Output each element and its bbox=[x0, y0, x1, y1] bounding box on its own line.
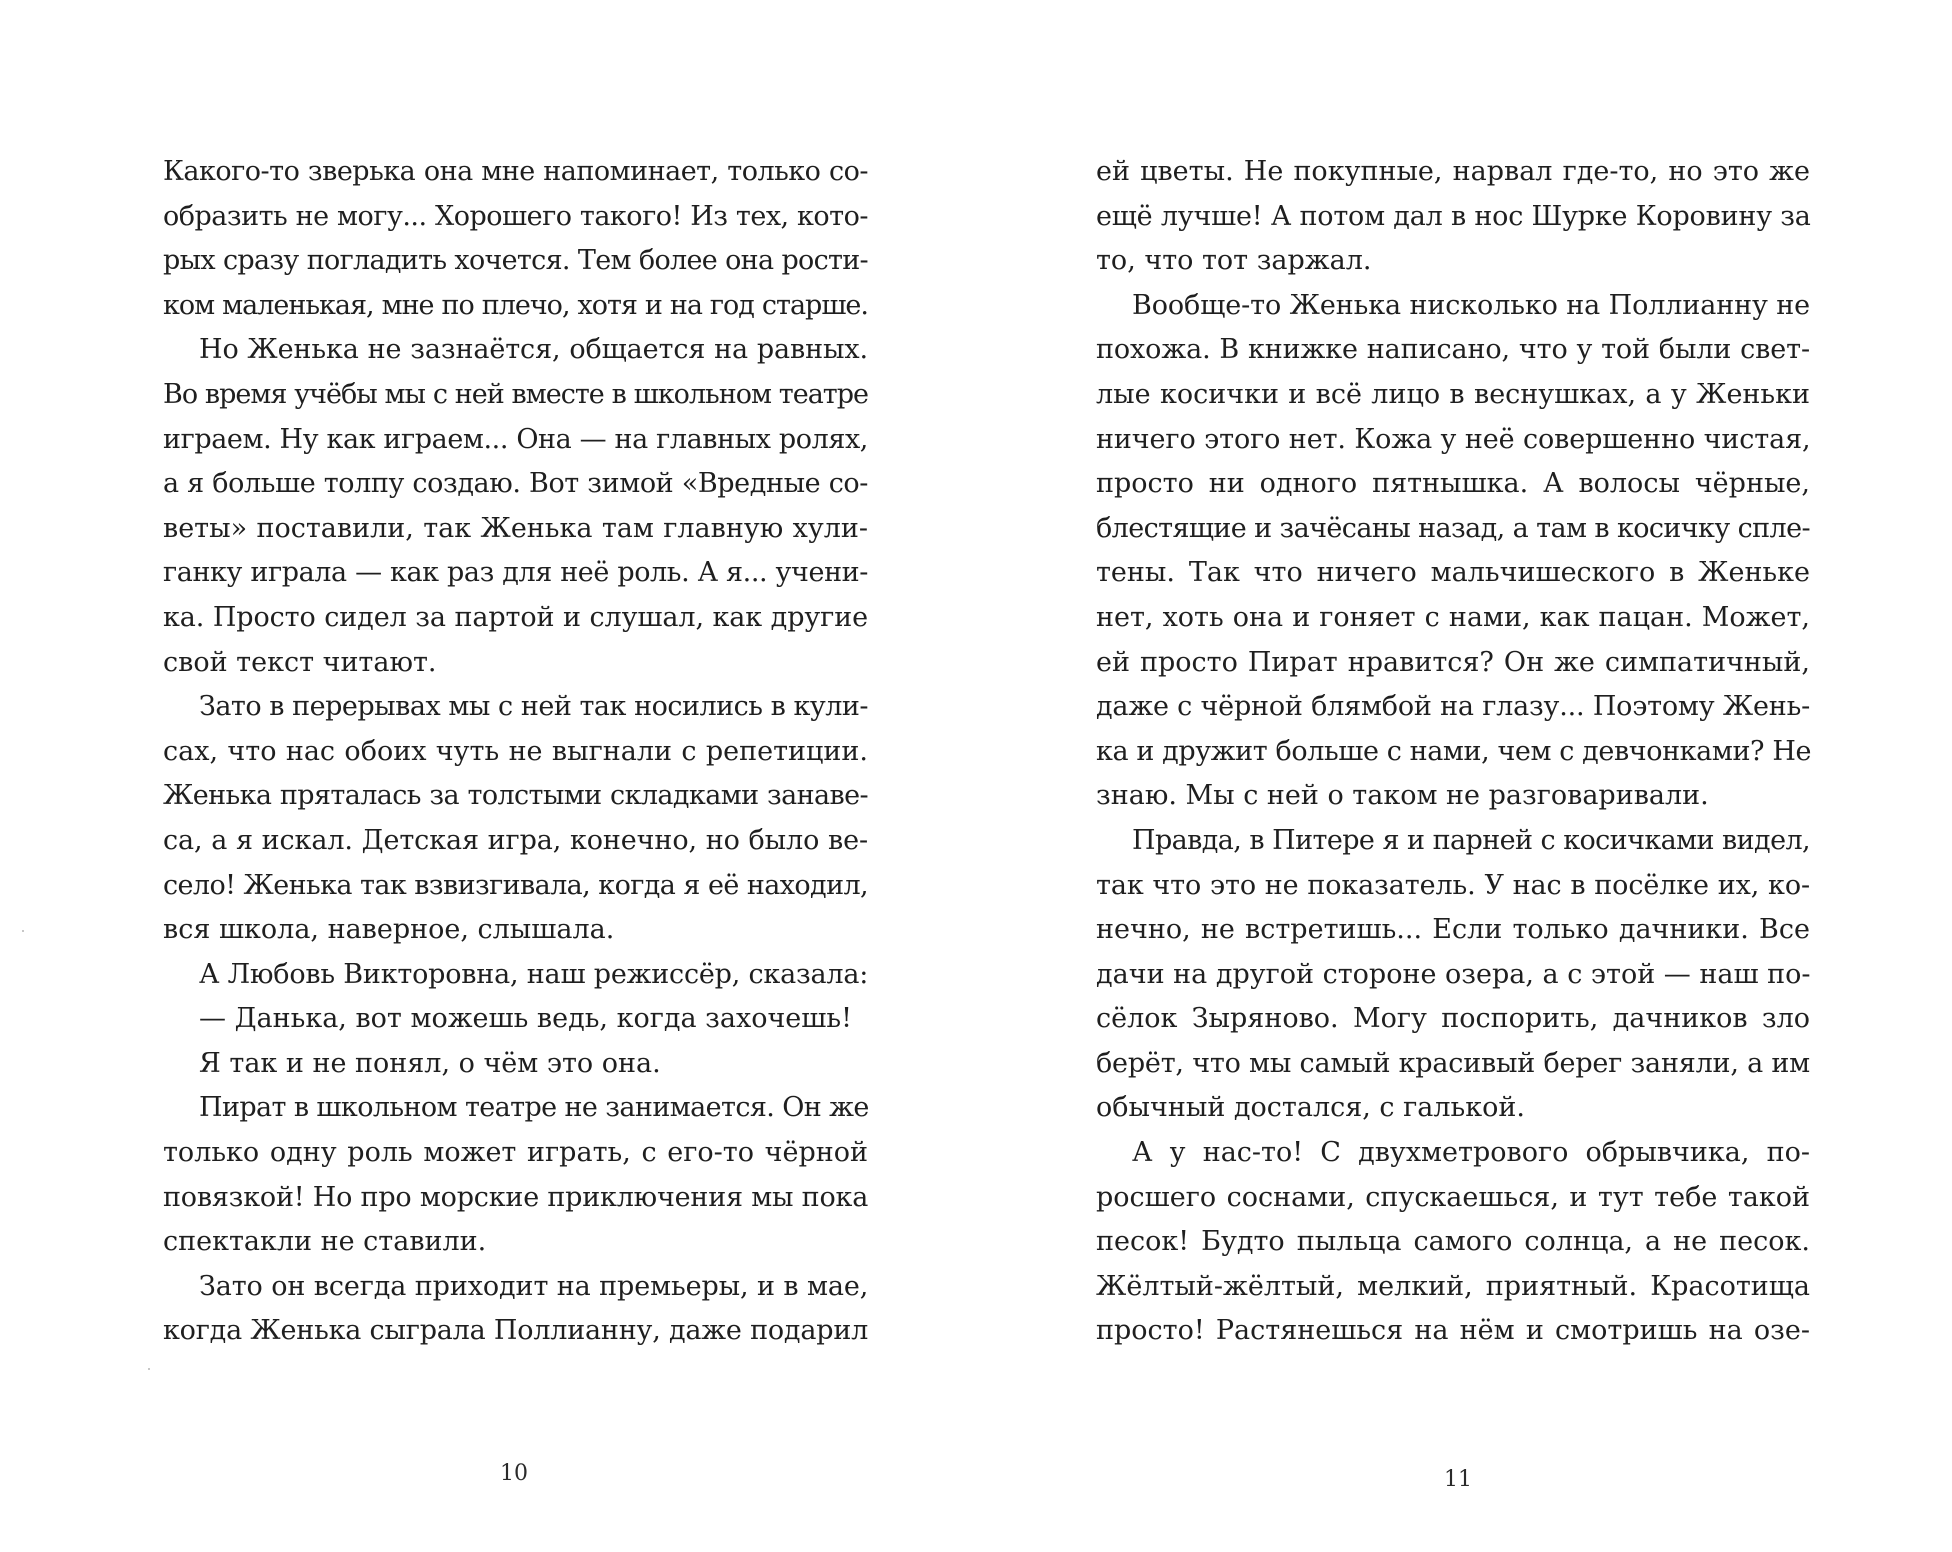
text-line: са, а я искал. Детская игра, конечно, но было ве- bbox=[163, 824, 868, 856]
paper-speck bbox=[22, 930, 24, 932]
text-line: лые косички и всё лицо в веснушках, а у Женьки bbox=[1096, 378, 1810, 410]
text-line: так что это не показатель. У нас в посёлке их, ко- bbox=[1096, 869, 1810, 901]
text-line: дачи на другой стороне озера, а с этой — наш по- bbox=[1096, 958, 1811, 990]
text-line: Я так и не понял, о чём это она. bbox=[199, 1047, 661, 1079]
right-page-text bbox=[1096, 150, 1810, 1354]
right-page bbox=[976, 0, 1952, 1552]
text-line: Какого-то зверька она мне напоминает, только со- bbox=[163, 156, 868, 187]
text-line: веты» поставили, так Женька там главную хули- bbox=[163, 512, 868, 544]
text-line: даже с чёрной блямбой на глазу... Поэтому Жень- bbox=[1096, 691, 1810, 723]
text-line: сах, что нас обоих чуть не выгнали с репетиции. bbox=[163, 735, 868, 767]
text-line: спектакли не ставили. bbox=[163, 1226, 487, 1258]
text-line: ганку играла — как раз для неё роль. А я... учени- bbox=[163, 557, 868, 589]
text-line: просто ни одного пятнышка. А волосы чёрные, bbox=[1096, 468, 1810, 500]
text-line: Во время учёбы мы с ней вместе в школьном театре bbox=[163, 378, 868, 410]
text-line: тены. Так что ничего мальчишеского в Женьке bbox=[1096, 557, 1810, 589]
text-line: Жёлтый-жёлтый, мелкий, приятный. Красотища bbox=[1096, 1270, 1810, 1302]
text-line: рых сразу погладить хочется. Тем более она рости- bbox=[163, 245, 868, 277]
text-line: Зато он всегда приходит на премьеры, и в мае, bbox=[199, 1270, 869, 1302]
text-line: песок! Будто пыльца самого солнца, а не песок. bbox=[1096, 1226, 1810, 1258]
text-line: нечно, не встретишь... Если только дачники. Все bbox=[1096, 914, 1810, 946]
left-page-text bbox=[163, 150, 868, 1354]
text-line: берёт, что мы самый красивый берег заняли, а им bbox=[1096, 1047, 1810, 1079]
text-line: Женька пряталась за толстыми складками занаве- bbox=[163, 780, 868, 812]
text-line: Но Женька не зазнаётся, общается на равных. bbox=[199, 334, 868, 366]
text-line: Правда, в Питере я и парней с косичками видел, bbox=[1132, 824, 1810, 856]
text-line: играем. Ну как играем... Она — на главных ролях, bbox=[163, 423, 868, 455]
text-line: нет, хоть она и гоняет с нами, как пацан. Может, bbox=[1096, 601, 1810, 633]
text-line: ком маленькая, мне по плечо, хотя и на год старше. bbox=[163, 289, 868, 321]
text-line: ей просто Пират нравится? Он же симпатичный, bbox=[1096, 646, 1810, 678]
text-line: то, что тот заржал. bbox=[1096, 245, 1372, 277]
text-line: — Данька, вот можешь ведь, когда захочешь! bbox=[199, 1003, 852, 1035]
text-line: повязкой! Но про морские приключения мы пока bbox=[163, 1181, 869, 1213]
text-line: ничего этого нет. Кожа у неё совершенно чистая, bbox=[1096, 423, 1811, 455]
text-line: ещё лучше! А потом дал в нос Шурке Коровину за bbox=[1096, 200, 1811, 232]
text-line: ка. Просто сидел за партой и слушал, как другие bbox=[163, 601, 868, 633]
text-line: а я больше толпу создаю. Вот зимой «Вредные со- bbox=[163, 468, 868, 500]
left-page-number: 10 bbox=[500, 1461, 528, 1486]
text-line: обычный достался, с галькой. bbox=[1096, 1092, 1525, 1124]
text-line: ей цветы. Не покупные, нарвал где-то, но это же bbox=[1096, 156, 1810, 187]
text-line: знаю. Мы с ней о таком не разговаривали. bbox=[1096, 780, 1709, 812]
text-line: село! Женька так взвизгивала, когда я её находил, bbox=[163, 869, 868, 901]
text-line: А у нас-то! С двухметрового обрывчика, по- bbox=[1132, 1137, 1810, 1169]
text-line: сёлок Зыряново. Могу поспорить, дачников зло bbox=[1096, 1003, 1810, 1035]
text-line: А Любовь Викторовна, наш режиссёр, сказала: bbox=[199, 958, 869, 990]
text-line: только одну роль может играть, с его-то чёрной bbox=[163, 1137, 868, 1169]
text-line: Вообще-то Женька нисколько на Поллианну не bbox=[1132, 289, 1811, 321]
text-line: Зато в перерывах мы с ней так носились в кули- bbox=[199, 691, 868, 723]
text-line: блестящие и зачёсаны назад, а там в косичку спле- bbox=[1096, 512, 1810, 544]
text-line: вся школа, наверное, слышала. bbox=[163, 914, 615, 946]
text-line: просто! Растянешься на нём и смотришь на озе- bbox=[1096, 1315, 1810, 1347]
text-line: росшего соснами, спускаешься, и тут тебе такой bbox=[1096, 1181, 1810, 1213]
text-line: похожа. В книжке написано, что у той были свет- bbox=[1096, 334, 1810, 366]
text-line: образить не могу... Хорошего такого! Из тех, кото- bbox=[163, 200, 868, 232]
text-line: когда Женька сыграла Поллианну, даже подарил bbox=[163, 1315, 869, 1347]
text-line: ка и дружит больше с нами, чем с девчонками? Не bbox=[1096, 735, 1812, 767]
paper-speck bbox=[148, 1368, 150, 1370]
text-line: свой текст читают. bbox=[163, 646, 437, 678]
text-line: Пират в школьном театре не занимается. Он же bbox=[199, 1092, 869, 1124]
right-page-number: 11 bbox=[1444, 1467, 1472, 1492]
